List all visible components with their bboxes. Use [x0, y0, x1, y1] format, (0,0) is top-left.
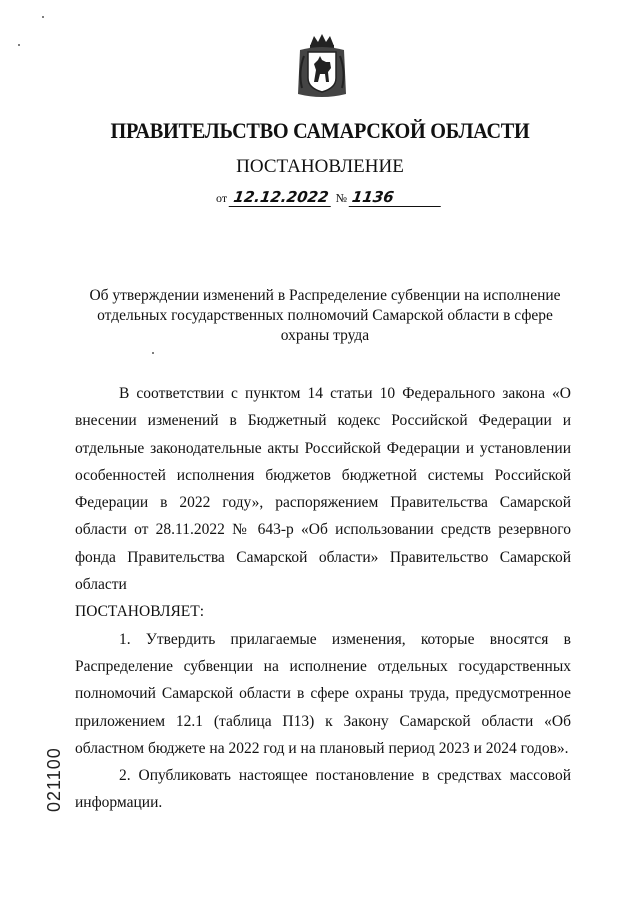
scan-speck: [42, 16, 44, 18]
date-prefix: от: [216, 191, 228, 205]
document-body: [75, 380, 571, 817]
scan-speck: [18, 44, 20, 46]
paragraph-preamble: В соответствии с пунктом 14 статьи 10 Федерального закона «О внесении изменений в Бюджетный кодекс Российской Федерации и отдельные законодательные акты Российской Федерации и установлении особенностей исполнения бюджетов бюджетной системы Российской Федерации в 2022 году», распоряжением Правительства Самарской области от 28.11.2022 № 643-р «Об использовании средств резервного фонда Правительства Самарской области» Правительство Самарской области: [75, 385, 571, 594]
scan-speck: [152, 352, 154, 354]
paragraph-item-1: 1. Утвердить прилагаемые изменения, которые вносятся в Распределение субвенции на исполнение отдельных государственных полномочий Самарской области в сфере охраны труда, предусмотренное приложением 12.1 (таблица П13) к Закону Самарской области «Об областном бюджете на 2022 год и на плановый период 2023 и 2024 годов».: [75, 630, 571, 757]
document-type: ПОСТАНОВЛЕНИЕ: [236, 156, 404, 177]
samara-coat-of-arms-icon: [294, 32, 350, 100]
number-prefix: №: [335, 191, 348, 205]
paragraph-resolves: ПОСТАНОВЛЯЕТ:: [75, 603, 205, 621]
org-title: ПРАВИТЕЛЬСТВО САМАРСКОЙ ОБЛАСТИ: [110, 118, 530, 143]
date-number-line: [216, 188, 442, 207]
handwritten-number: 1136: [349, 188, 444, 207]
document-heading: Об утверждении изменений в Распределение субвенции на исполнение отдельных государственных полномочий Самарской области в сфере охраны труда: [89, 287, 561, 344]
handwritten-date: 12.12.2022: [229, 188, 334, 207]
serial-stamp: 021100: [44, 747, 64, 812]
paragraph-item-2: 2. Опубликовать настоящее постановление в средствах массовой информации.: [75, 767, 571, 812]
